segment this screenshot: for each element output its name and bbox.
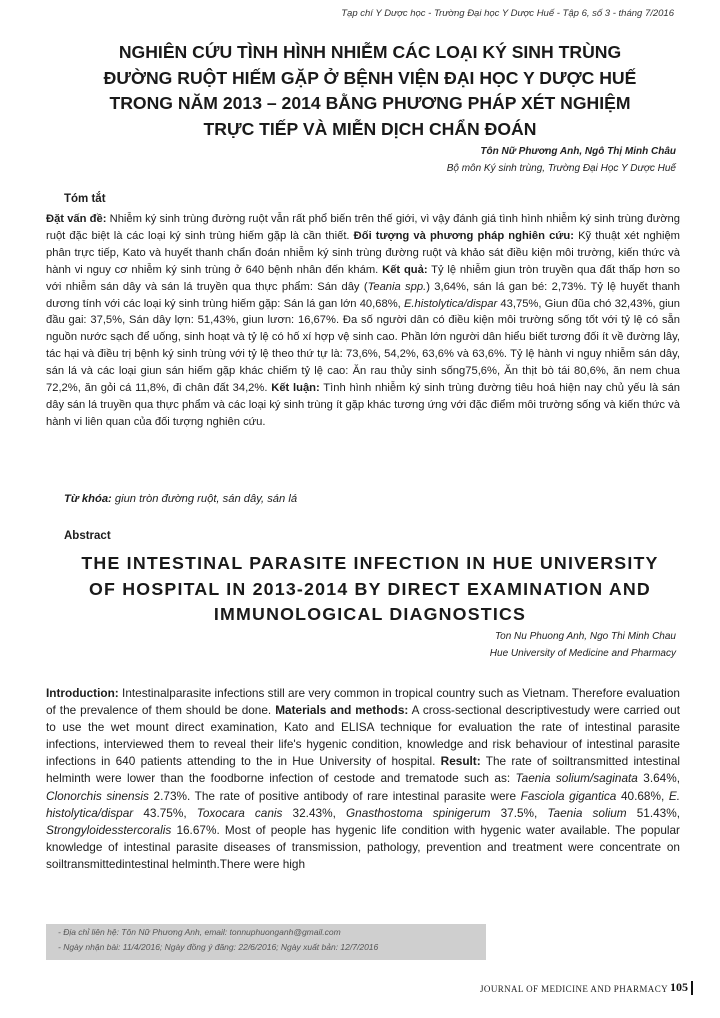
abstract-text: 16.67%. Most of people has hygenic life condition with hygenic water available. The popular knowledge of intestinal parasite diseases of transmission, pathology, prevention and treatment were concentrate on soiltransmittedintestinal helminth.There were high (46, 822, 680, 871)
abstract-text: 40.68%, (616, 788, 669, 803)
vietnamese-title (60, 40, 680, 142)
page-number-bar (691, 981, 693, 995)
section-label: Đối tượng và phương pháp nghiên cứu: (353, 229, 574, 242)
abstract-text: 51.43%, (626, 805, 680, 820)
abstract-text: 3.64%, (637, 771, 680, 786)
species-name: E.histolytica/dispar (403, 297, 498, 310)
section-label: Kết luận: (271, 382, 320, 395)
abstract-text: Tình hình nhiễm ký sinh trùng đường tiêu hoá hiện nay chủ yếu là sán dây sán lá truyền qua thực phẩm và các loại ký sinh trùng ít gặp khác tương ứng với đặc điểm môi trường sống và kiến thức và hành vi liên quan của đối tượng nghiên cứu. (46, 382, 681, 428)
running-head: Tạp chí Y Dược học - Trường Đại học Y Dược Huế - Tập 6, số 3 - tháng 7/2016 (341, 8, 674, 19)
abstract-text: Intestinalparasite infections still are very common in tropical country such as Vietnam. Therefore evaluation of the prevalence of them should be done. (46, 686, 680, 718)
abstract-text: Kỹ thuật xét nghiệm phân trực tiếp, Kato và huyết thanh chẩn đoán nhiễm ký sinh trùng đường ruột và khảo sát điều kiện môi trường, kiến thức và hành vi nguy cơ nhiễm ký sinh trùng ở 640 bệnh nhân đến khám. (46, 229, 680, 276)
en-title-line: IMMUNOLOGICAL DIAGNOSTICS (213, 604, 527, 624)
species-name: Clonorchis sinensis (46, 788, 149, 803)
keywords-label: Từ khóa: (64, 493, 112, 505)
species-name: E. histolytica/dispar (46, 788, 680, 820)
vn-title-line: TRỰC TIẾP VÀ MIỄN DỊCH CHẨN ĐOÁN (203, 118, 537, 139)
section-label: Materials and methods: (275, 703, 409, 718)
abstract-text: A cross-sectional descriptivestudy were carried out to use the wet mount direct examination, Kato and ELISA technique for evaluation the rate of intestinal parasite infections, interviewed them to reveal their life's hygenic condition, knowledge and risk behaviour of intestinal parasite infections in 640 patients attending to the in Hue University of hospital. (46, 703, 681, 769)
species-name: Gnasthostoma spinigerum (345, 805, 491, 820)
species-name: Toxocara canis (196, 805, 283, 820)
footer-journal-name: JOURNAL OF MEDICINE AND PHARMACY (480, 984, 668, 994)
species-name: Strongyloidesstercoralis (46, 822, 172, 837)
page-number: 105 (670, 980, 688, 994)
vn-title-line: ĐƯỜNG RUỘT HIẾM GẶP Ở BỆNH VIỆN ĐẠI HỌC Y DƯỢC HUẾ (103, 67, 637, 88)
vn-keywords (64, 491, 674, 508)
en-affiliation: Hue University of Medicine and Pharmacy (489, 648, 676, 659)
en-abstract-paragraph (46, 685, 680, 873)
section-label: Đặt vấn đề: (46, 213, 107, 225)
species-name: Taenia solium (547, 805, 627, 820)
species-name: Taenia solium/saginata (515, 771, 638, 786)
abstract-text: ) 3,64%, sán lá gan bé: 2,73%. Tỷ lệ huyết thanh dương tính với các loại ký sinh trùng hiếm gặp: Sán lá gan lớn 40,68%, (46, 280, 680, 310)
abstract-text: 37.5%, (490, 805, 548, 820)
section-label: Kết quả: (382, 263, 428, 276)
section-label: Introduction: (46, 686, 119, 700)
vn-affiliation: Bộ môn Ký sinh trùng, Trường Đại Học Y Dược Huế (446, 163, 676, 174)
vn-abstract-paragraph (46, 211, 680, 431)
dates-note: - Ngày nhận bài: 11/4/2016; Ngày đồng ý đăng: 22/6/2016; Ngày xuất bản: 12/7/2016 (58, 942, 379, 952)
contact-note: - Địa chỉ liên hệ: Tôn Nữ Phương Anh, email: tonnuphuonganh@gmail.com (58, 927, 341, 937)
vn-authors: Tôn Nữ Phương Anh, Ngô Thị Minh Châu (480, 146, 676, 157)
abstract-text: The rate of soiltransmitted intestinal helminth were lower than the foodborne infection of cestode and trematode such as: (46, 754, 681, 786)
species-name: Fasciola gigantica (520, 788, 617, 803)
abstract-heading: Abstract (64, 530, 111, 542)
abstract-text: Tỷ lệ nhiễm giun tròn truyền qua đất thấp hơn so với nhiễm sán dây và sán lá truyền qua thực phẩm: Sán dây ( (46, 263, 680, 293)
abstract-text: 2.73%. The rate of positive antibody of rare intestinal parasite were (148, 788, 521, 803)
abstract-text: 43.75%, (133, 805, 197, 820)
section-label: Result: (440, 754, 481, 769)
vn-title-line: TRONG NĂM 2013 – 2014 BẰNG PHƯƠNG PHÁP XÉT NGHIỆM (109, 93, 631, 114)
abstract-text: Nhiễm ký sinh trùng đường ruột vẫn rất phổ biến trên thế giới, vì vậy đánh giá tình hình nhiễm ký sinh trùng đường ruột đặc biệt là các loại ký sinh trùng hiếm gặp là cần thiết. (46, 213, 680, 242)
abstract-text: 43,75%, Giun đũa chó 32,43%, giun đầu gai: 37,5%, Sán dây lợn: 51,43%, giun lươn: 16,67%. Đa số người dân có điều kiện môi trường sống tốt với tỷ lệ có sẵn nguồn nước sạch để uống, sinh hoạt và tỷ lệ có hố xí hợp vệ sinh cao. Phần lớn người dân hiểu biết tương đối ít về đường lây, tác hại và điều trị bệnh ký sinh trùng với tỷ lệ theo thứ tự là: 73,6%, 54,2%, 63,6% và 63,6%. Tỷ lệ hành vi nguy nhiễm sán dây, sán lá và các loại giun sán hiếm gặp khác chiếm tỷ lệ cao: Ăn rau thủy sinh sống75,6%, Ăn thịt bò tái 80,6%, ăn nem chua 72,2%, ăn gỏi cá 11,8%, đi chân đất 34,2%. (46, 297, 681, 395)
en-title-line: THE INTESTINAL PARASITE INFECTION IN HUE UNIVERSITY (81, 553, 659, 573)
en-authors: Ton Nu Phuong Anh, Ngo Thi Minh Chau (494, 631, 676, 642)
species-name: Teania spp. (367, 280, 427, 293)
en-title-line: OF HOSPITAL IN 2013-2014 BY DIRECT EXAMINATION AND (89, 578, 651, 599)
english-title (60, 551, 680, 628)
summary-heading: Tóm tắt (64, 193, 106, 205)
keywords-text: giun tròn đường ruột, sán dây, sán lá (111, 493, 298, 505)
abstract-text: 32.43%, (282, 805, 346, 820)
vn-title-line: NGHIÊN CỨU TÌNH HÌNH NHIỄM CÁC LOẠI KÝ SINH TRÙNG (118, 42, 622, 62)
